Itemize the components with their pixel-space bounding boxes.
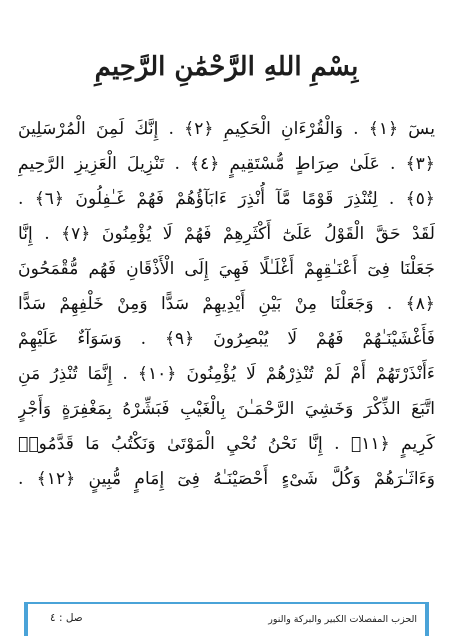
footer-left-border: [24, 602, 28, 636]
verse-line: لَقَدْ حَقَّ الْقَوْلُ عَلَىٰٓ أَكْثَرِهِمْ فَهُمْ لَا يُؤْمِنُونَ ﴿٧﴾ . إِنَّا: [18, 224, 435, 244]
verse-line: كَرِيمٍ ﴿١١﴾ . إِنَّا نَحْنُ نُحْيِ الْمَوْتَىٰ وَنَكْتُبُ مَا قَدَّمُوا۟: [18, 434, 435, 454]
verse-line: ﴿٥﴾ . لِتُنْذِرَ قَوْمًا مَّآ أُنْذِرَ ءَابَآؤُهُمْ فَهُمْ غَـٰفِلُونَ ﴿٦﴾ .: [18, 189, 435, 209]
basmala-heading: بِسْمِ اللهِ الرَّحْمَٰنِ الرَّحِيمِ: [94, 52, 359, 82]
verse-line: وَءَاثَـٰرَهُمْ وَكُلَّ شَىْءٍ أَحْصَيْنَـٰهُ فِىٓ إِمَامٍ مُّبِينٍ ﴿١٢﴾ .: [18, 469, 435, 489]
verse-line: ﴿٣﴾ . عَلَىٰ صِرَاطٍ مُّسْتَقِيمٍ ﴿٤﴾ . تَنْزِيلَ الْعَزِيزِ الرَّحِيمِ: [18, 154, 435, 174]
verse-line: جَعَلْنَا فِىٓ أَعْنَـٰقِهِمْ أَغْلَـٰلًا فَهِيَ إِلَى الْأَذْقَانِ فَهُم مُّقْمَحُونَ: [18, 259, 435, 279]
footer-top-rule: [28, 602, 425, 604]
footer-page-number: صل : ٤: [50, 612, 83, 624]
verse-line: ءَأَنْذَرْتَهُمْ أَمْ لَمْ تُنْذِرْهُمْ لَا يُؤْمِنُونَ ﴿١٠﴾ . إِنَّمَا تُنْذِرُ مَنِ: [18, 364, 435, 384]
verse-line: يسٓ ﴿١﴾ . وَالْقُرْءَانِ الْحَكِيمِ ﴿٢﴾ . إِنَّكَ لَمِنَ الْمُرْسَلِينَ: [18, 119, 435, 139]
page-footer: [24, 602, 429, 636]
verse-line: اتَّبَعَ الذِّكْرَ وَخَشِيَ الرَّحْمَـٰنَ بِالْغَيْبِ فَبَشِّرْهُ بِمَغْفِرَةٍ وَأَجْرٍ: [18, 399, 435, 419]
verse-line: ﴿٨﴾ . وَجَعَلْنَا مِنْ بَيْنِ أَيْدِيهِمْ سَدًّا وَمِنْ خَلْفِهِمْ سَدًّا: [18, 294, 435, 314]
verse-line: فَأَغْشَيْنَـٰهُمْ فَهُمْ لَا يُبْصِرُونَ ﴿٩﴾ . وَسَوَآءٌ عَلَيْهِمْ: [18, 329, 435, 349]
verses-block: [18, 112, 435, 497]
footer-right-border: [425, 602, 429, 636]
footer-book-title: الحزب المفصلات الكبير والبركة والنور: [268, 614, 417, 625]
